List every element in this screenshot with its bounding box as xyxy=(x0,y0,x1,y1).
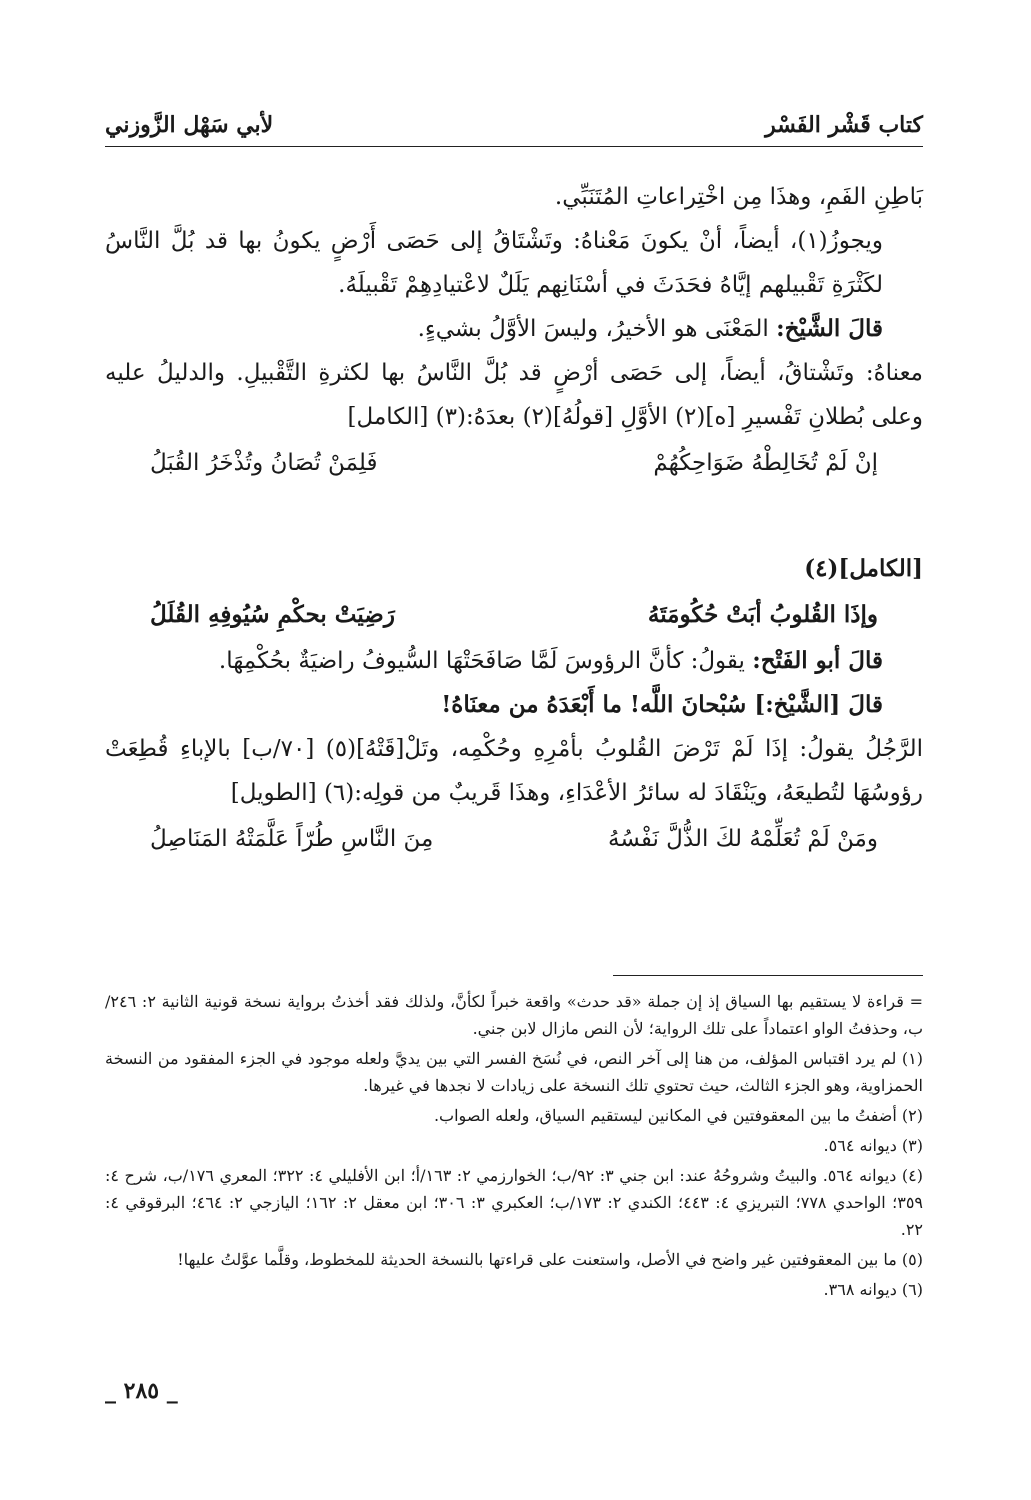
paragraph-3-text: المَعْنَى هو الأخيرُ، وليسَ الأوَّلُ بشيءٍ. xyxy=(417,316,777,342)
paragraph-2: ويجوزُ(١)، أيضاً، أنْ يكونَ مَعْناهُ: وتَشْتَاقُ إلى حَصَى أَرْضٍ يكونُ بها قد بُلَّ النَّاسُ لكَثْرَةِ تَقْبيلهم إيَّاهُ فحَدَثَ في أسْنَانِهم يَلَلٌ لاعْتيادِهِمْ تَقْبيلَهُ. xyxy=(105,228,883,298)
paragraph-6 xyxy=(105,683,923,727)
paragraph-4: معناهُ: وتَشْتاقُ، أيضاً، إلى حَصَى أرْضٍ قد بُلَّ النَّاسُ بها لكثرةِ التَّقْبيلِ. والدليلُ عليه وعلى بُطلانِ تَفْسيرِ [ه](٢) الأوَّلِ [قولُهُ](٢) بعدَهُ:(٣) [الكامل] xyxy=(105,360,923,430)
footnote-3: (٣) ديوانه ٥٦٤. xyxy=(823,1136,923,1155)
verse-1-first-hemistich: إنْ لَمْ تُخَالِطْهُ ضَوَاحِكُهُمْ xyxy=(653,450,878,476)
meter-label: [الكامل](٤) xyxy=(804,555,923,582)
verse-1-second-hemistich: فَلِمَنْ تُصَانُ وتُذْخَرُ القُبَلُ xyxy=(150,450,378,476)
footnote-4: (٤) ديوانه ٥٦٤. والبيتُ وشروحُهُ عند: ابن جني ٣: ٩٢/ب؛ الخوارزمي ٢: ١٦٣/أ؛ ابن الأفليلي ٤: ٣٢٢؛ المعري ١٧٦/ب، شرح ٤: ٣٥٩؛ الواحدي ٧٧٨؛ التبريزي ٤: ٤٤٣؛ الكندي ٢: ١٧٣/ب؛ العكبري ٣: ٣٠٦؛ ابن معقل ٢: ١٦٢؛ اليازجي ٢: ٤٦٤؛ البرقوقي ٤: ٢٢. xyxy=(105,1166,923,1239)
speaker-label: قالَ أبو الفَتْح: xyxy=(752,647,883,674)
page-number: _ ٢٨٥ _ xyxy=(105,1378,178,1404)
verse-2 xyxy=(105,593,923,637)
paragraph-5 xyxy=(105,639,923,683)
footnote-continued: = قراءة لا يستقيم بها السياق إذ إن جملة «قد حدث» واقعة خبراً لكأنَّ، ولذلك فقد أخذتُ برواية نسخة قونية الثانية ٢: ٢٤٦/ب، وحذفتُ الواو اعتماداً على تلك الرواية؛ لأن النص مازال لابن جني. xyxy=(105,992,923,1038)
main-text xyxy=(105,175,923,863)
speaker-label: قالَ [الشَّيْخ:] xyxy=(754,691,883,718)
section-gap xyxy=(105,487,923,547)
verse-3-first-hemistich: ومَنْ لَمْ تُعَلِّمْهُ لكَ الذُّلَّ نَفْسُهُ xyxy=(607,826,878,852)
verse-2-first-hemistich: وإذَا القُلوبُ أبَتْ حُكُومَتَهُ xyxy=(647,601,878,628)
author-name: لأبي سَهْل الزَّوزني xyxy=(105,112,274,138)
footnote-1: (١) لم يرد اقتباس المؤلف، من هنا إلى آخر النص، في نُسَخ الفسر التي بين يديَّ ولعله موجود في الجزء المفقود من النسخة الحمزاوية، وهو الجزء الثالث، حيث تحتوي تلك النسخة على زيادات لا نجدها في غيرها. xyxy=(105,1049,923,1095)
verse-3 xyxy=(105,817,923,861)
footnote-5: (٥) ما بين المعقوفتين غير واضح في الأصل، واستعنت على قراءتها بالنسخة الحديثة للمخطوط، وقلَّما عوَّلتُ عليها! xyxy=(177,1250,923,1269)
footnote-6: (٦) ديوانه ٣٦٨. xyxy=(823,1280,923,1299)
paragraph-5-text: يقولُ: كأنَّ الرؤوسَ لَمَّا صَافَحَتْهَا السُّيوفُ راضيَةٌ بحُكْمِهَا. xyxy=(218,648,753,674)
verse-3-second-hemistich: مِنَ النَّاسِ طُرّاً عَلَّمَتْهُ المَنَاصِلُ xyxy=(150,826,434,852)
book-title: كتاب قَشْر الفَسْر xyxy=(765,112,923,138)
verse-2-second-hemistich: رَضِيَتْ بحكْمِ سُيُوفِهِ القُلَلُ xyxy=(150,601,395,628)
verse-1 xyxy=(105,441,923,485)
paragraph-6-text: سُبْحانَ اللَّه! ما أَبْعَدَهُ من معنَاهُ! xyxy=(441,691,755,718)
speaker-label: قالَ الشَّيْخ: xyxy=(776,315,883,342)
paragraph-1: بَاطِنِ الفَمِ، وهذَا مِن اخْتِراعاتِ المُتَنَبِّي. xyxy=(554,184,923,210)
paragraph-7: الرَّجُلُ يقولُ: إذَا لَمْ تَرْضَ القُلوبُ بأمْرِهِ وحُكْمِه، وتَلْ[قَتْهُ](٥) [٧٠/ب] بالإباءِ قُطِعَتْ رؤوسُهَا لتُطيعَهُ، ويَنْقَادَ له سائرُ الأعْدَاءِ، وهذَا قَريبٌ من قولِه:(٦) [الطويل] xyxy=(105,736,924,806)
footnotes xyxy=(105,988,923,1306)
footnote-separator xyxy=(613,975,923,976)
footnote-2: (٢) أضفتُ ما بين المعقوفتين في المكانين ليستقيم السياق، ولعله الصواب. xyxy=(433,1106,923,1125)
paragraph-3 xyxy=(105,307,923,351)
running-header xyxy=(105,98,923,147)
